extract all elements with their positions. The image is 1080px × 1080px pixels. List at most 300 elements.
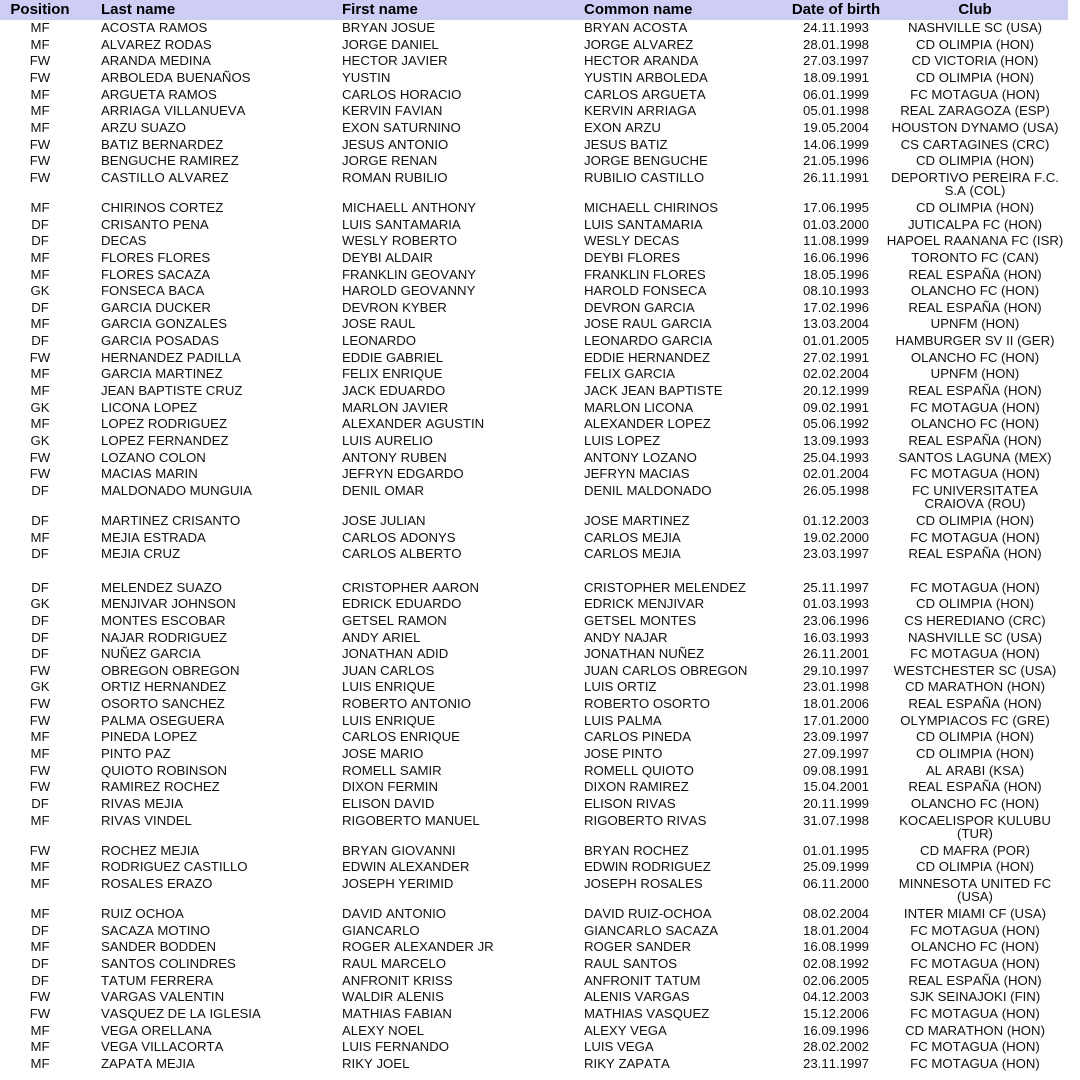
cell-last-name: CRISANTO PENA	[101, 216, 209, 232]
table-row	[0, 103, 1068, 120]
cell-last-name: ARRIAGA VILLANUEVA	[101, 103, 246, 119]
cell-first-name: YUSTIN	[342, 70, 391, 86]
table-row	[0, 216, 1068, 233]
cell-club: CD OLIMPIA (HON)	[916, 513, 1034, 529]
cell-club: CD OLIMPIA (HON)	[916, 36, 1034, 52]
cell-first-name: ELISON DAVID	[342, 795, 435, 811]
cell-club: HOUSTON DYNAMO (USA)	[891, 119, 1059, 135]
cell-date-of-birth: 19.05.2004	[802, 119, 869, 135]
header-common-name: Common name	[584, 0, 790, 20]
cell-position: FW	[29, 712, 51, 728]
cell-date-of-birth: 08.02.2004	[802, 906, 869, 922]
cell-first-name: LUIS AURELIO	[342, 432, 433, 448]
table-row	[0, 169, 1068, 199]
cell-date-of-birth: 02.08.1992	[802, 956, 869, 972]
cell-date-of-birth: 24.11.1993	[802, 20, 869, 36]
cell-position: MF	[30, 859, 50, 875]
cell-date-of-birth: 29.10.1997	[802, 662, 869, 678]
cell-last-name: MACIAS MARIN	[101, 466, 198, 482]
cell-first-name: DEYBI ALDAIR	[342, 249, 433, 265]
table-row	[0, 316, 1068, 333]
cell-position: FW	[29, 1005, 51, 1021]
cell-common-name: DEYBI FLORES	[584, 249, 681, 265]
cell-last-name: MEJIA ESTRADA	[101, 529, 206, 545]
cell-club: REAL ESPAÑA (HON)	[908, 546, 1042, 562]
table-row	[0, 596, 1068, 613]
spacer-cell	[0, 562, 1068, 579]
cell-club: KOCAELISPOR KULUBU (TUR)	[899, 812, 1051, 842]
cell-position: MF	[30, 86, 50, 102]
cell-date-of-birth: 16.09.1996	[802, 1022, 869, 1038]
cell-common-name: LUIS VEGA	[584, 1039, 654, 1055]
cell-position: MF	[30, 103, 50, 119]
cell-position: DF	[31, 972, 49, 988]
cell-date-of-birth: 13.09.1993	[802, 432, 869, 448]
cell-first-name: JOSEPH YERIMID	[342, 875, 454, 891]
cell-last-name: CHIRINOS CORTEZ	[101, 200, 224, 215]
table-row	[0, 36, 1068, 53]
cell-club: FC MOTAGUA (HON)	[910, 922, 1040, 938]
table-row	[0, 69, 1068, 86]
cell-date-of-birth: 08.10.1993	[802, 283, 869, 299]
table-row	[0, 779, 1068, 796]
spacer-row	[0, 562, 1068, 579]
cell-club: REAL ESPAÑA (HON)	[908, 299, 1042, 315]
cell-club: CD OLIMPIA (HON)	[916, 70, 1034, 86]
cell-position: GK	[30, 283, 50, 299]
cell-position: GK	[30, 399, 50, 415]
cell-common-name: FELIX GARCIA	[584, 366, 675, 382]
cell-club: INTER MIAMI CF (USA)	[903, 906, 1047, 922]
cell-first-name: JACK EDUARDO	[342, 383, 446, 399]
cell-position: DF	[31, 579, 49, 595]
cell-club: FC MOTAGUA (HON)	[910, 1005, 1040, 1021]
cell-last-name: CASTILLO ALVAREZ	[101, 169, 229, 185]
cell-club: FC MOTAGUA (HON)	[910, 399, 1040, 415]
cell-common-name: CARLOS ARGUETA	[584, 86, 706, 102]
cell-first-name: CARLOS ALBERTO	[342, 546, 462, 562]
cell-date-of-birth: 19.02.2000	[802, 529, 869, 545]
cell-date-of-birth: 17.02.1996	[802, 299, 869, 315]
cell-last-name: JEAN BAPTISTE CRUZ	[101, 383, 243, 399]
cell-date-of-birth: 27.02.1991	[802, 349, 869, 365]
cell-position: DF	[31, 299, 49, 315]
table-row	[0, 333, 1068, 350]
cell-first-name: GETSEL RAMON	[342, 612, 447, 628]
table-row	[0, 119, 1068, 136]
cell-position: MF	[30, 249, 50, 265]
cell-first-name: LUIS ENRIQUE	[342, 679, 436, 695]
table-row	[0, 249, 1068, 266]
cell-club: AL ARABI (KSA)	[925, 762, 1025, 778]
cell-common-name: JONATHAN NUÑEZ	[584, 646, 705, 662]
cell-date-of-birth: 27.09.1997	[802, 746, 869, 761]
cell-club: UPNFM (HON)	[930, 316, 1020, 332]
cell-position: FW	[29, 153, 51, 169]
cell-date-of-birth: 06.01.1999	[802, 86, 869, 102]
cell-last-name: ACOSTA RAMOS	[101, 20, 208, 36]
cell-first-name: JORGE RENAN	[342, 153, 438, 169]
cell-last-name: DECAS	[101, 233, 147, 249]
table-row	[0, 449, 1068, 466]
cell-first-name: CARLOS ENRIQUE	[342, 729, 460, 745]
cell-last-name: PINEDA LOPEZ	[101, 729, 198, 745]
cell-common-name: DAVID RUIZ-OCHOA	[584, 906, 712, 922]
cell-position: MF	[30, 316, 50, 332]
cell-position: FW	[29, 70, 51, 86]
table-row	[0, 266, 1068, 283]
cell-last-name: ARZU SUAZO	[101, 119, 186, 135]
cell-first-name: ROMELL SAMIR	[342, 762, 442, 778]
cell-club: FC MOTAGUA (HON)	[910, 1055, 1040, 1071]
table-row	[0, 859, 1068, 876]
cell-date-of-birth: 02.06.2005	[802, 972, 869, 988]
cell-first-name: JEFRYN EDGARDO	[342, 466, 464, 482]
cell-club: REAL ESPAÑA (HON)	[908, 383, 1042, 399]
cell-common-name: EXON ARZU	[584, 119, 661, 135]
cell-club: FC MOTAGUA (HON)	[910, 529, 1040, 545]
cell-date-of-birth: 26.11.2001	[802, 646, 869, 662]
cell-common-name: EDDIE HERNANDEZ	[584, 349, 711, 365]
cell-date-of-birth: 06.11.2000	[802, 875, 869, 891]
cell-date-of-birth: 27.03.1997	[802, 53, 869, 69]
cell-club: OLANCHO FC (HON)	[910, 939, 1040, 955]
cell-position: MF	[30, 812, 50, 828]
table-row	[0, 745, 1068, 762]
cell-date-of-birth: 23.06.1996	[802, 612, 869, 628]
cell-first-name: LUIS ENRIQUE	[342, 712, 436, 728]
cell-last-name: BATIZ BERNARDEZ	[101, 136, 224, 152]
cell-common-name: CARLOS MEJIA	[584, 529, 681, 545]
cell-club: CD MARATHON (HON)	[905, 1022, 1045, 1038]
cell-position: MF	[30, 36, 50, 52]
cell-last-name: ORTIZ HERNANDEZ	[101, 679, 227, 695]
cell-first-name: ANFRONIT KRISS	[342, 972, 453, 988]
cell-date-of-birth: 18.01.2006	[802, 696, 869, 712]
cell-date-of-birth: 15.04.2001	[802, 779, 869, 795]
cell-date-of-birth: 16.08.1999	[802, 939, 869, 955]
cell-position: FW	[29, 53, 51, 69]
cell-last-name: NUÑEZ GARCIA	[101, 646, 201, 662]
cell-club: CD MARATHON (HON)	[905, 679, 1045, 695]
cell-last-name: RIVAS MEJIA	[101, 795, 184, 811]
cell-date-of-birth: 25.11.1997	[802, 579, 869, 595]
cell-date-of-birth: 18.01.2004	[802, 922, 869, 938]
table-row	[0, 1039, 1068, 1056]
cell-last-name: GARCIA GONZALES	[101, 316, 228, 332]
cell-last-name: VEGA VILLACORTA	[101, 1039, 224, 1055]
table-row	[0, 906, 1068, 923]
cell-first-name: ALEXY NOEL	[342, 1022, 425, 1038]
cell-last-name: MONTES ESCOBAR	[101, 612, 226, 628]
cell-first-name: LUIS SANTAMARIA	[342, 216, 461, 232]
cell-position: GK	[30, 679, 50, 695]
cell-last-name: TATUM FERRERA	[101, 972, 214, 988]
cell-common-name: CARLOS MEJIA	[584, 546, 681, 562]
cell-common-name: MATHIAS VASQUEZ	[584, 1005, 710, 1021]
cell-club: REAL ESPAÑA (HON)	[908, 779, 1042, 795]
cell-club: REAL ESPAÑA (HON)	[908, 696, 1042, 712]
cell-first-name: HAROLD GEOVANNY	[342, 283, 476, 299]
cell-first-name: MATHIAS FABIAN	[342, 1005, 452, 1021]
cell-common-name: RAUL SANTOS	[584, 956, 678, 972]
cell-date-of-birth: 01.03.2000	[802, 216, 869, 232]
cell-first-name: CARLOS HORACIO	[342, 86, 462, 102]
cell-first-name: JORGE DANIEL	[342, 36, 439, 52]
cell-common-name: JORGE ALVAREZ	[584, 36, 694, 52]
cell-last-name: MALDONADO MUNGUIA	[101, 482, 252, 498]
cell-last-name: HERNANDEZ PADILLA	[101, 349, 241, 365]
cell-common-name: RIGOBERTO RIVAS	[584, 812, 707, 828]
table-row	[0, 875, 1068, 905]
cell-last-name: FLORES FLORES	[101, 249, 211, 265]
cell-last-name: ARBOLEDA BUENAÑOS	[101, 70, 251, 86]
cell-first-name: DIXON FERMIN	[342, 779, 438, 795]
table-row	[0, 842, 1068, 859]
cell-common-name: BRYAN ACOSTA	[584, 20, 688, 36]
table-row	[0, 512, 1068, 529]
cell-club: CD OLIMPIA (HON)	[916, 729, 1034, 745]
cell-common-name: MICHAELL CHIRINOS	[584, 200, 719, 215]
cell-position: FW	[29, 169, 51, 185]
cell-position: DF	[31, 795, 49, 811]
cell-position: DF	[31, 233, 49, 249]
cell-position: MF	[30, 1022, 50, 1038]
cell-club: REAL ESPAÑA (HON)	[908, 432, 1042, 448]
cell-common-name: JOSE PINTO	[584, 746, 663, 761]
cell-position: GK	[30, 432, 50, 448]
cell-club: NASHVILLE SC (USA)	[907, 629, 1043, 645]
table-row	[0, 233, 1068, 250]
cell-last-name: OSORTO SANCHEZ	[101, 696, 225, 712]
cell-first-name: EDDIE GABRIEL	[342, 349, 444, 365]
cell-first-name: EDWIN ALEXANDER	[342, 859, 470, 875]
cell-club: REAL ESPAÑA (HON)	[908, 266, 1042, 282]
cell-date-of-birth: 04.12.2003	[802, 989, 869, 1005]
cell-common-name: ELISON RIVAS	[584, 795, 676, 811]
cell-last-name: ALVAREZ RODAS	[101, 36, 212, 52]
cell-club: CD OLIMPIA (HON)	[916, 859, 1034, 875]
header-first-name: First name	[342, 0, 584, 20]
cell-club: CD OLIMPIA (HON)	[916, 596, 1034, 612]
table-row	[0, 629, 1068, 646]
cell-common-name: JOSE RAUL GARCIA	[584, 316, 712, 332]
cell-last-name: NAJAR RODRIGUEZ	[101, 629, 228, 645]
cell-date-of-birth: 05.06.1992	[802, 416, 869, 432]
cell-date-of-birth: 02.02.2004	[802, 366, 869, 382]
table-row	[0, 812, 1068, 842]
cell-club: OLYMPIACOS FC (GRE)	[900, 712, 1050, 728]
cell-common-name: WESLY DECAS	[584, 233, 680, 249]
table-row	[0, 972, 1068, 989]
cell-date-of-birth: 23.01.1998	[802, 679, 869, 695]
cell-first-name: MICHAELL ANTHONY	[342, 200, 477, 215]
table-row	[0, 349, 1068, 366]
cell-common-name: FRANKLIN FLORES	[584, 266, 706, 282]
cell-club: HAPOEL RAANANA FC (ISR)	[886, 233, 1064, 249]
cell-first-name: ROBERTO ANTONIO	[342, 696, 471, 712]
cell-position: MF	[30, 939, 50, 955]
cell-position: GK	[30, 596, 50, 612]
table-row	[0, 955, 1068, 972]
cell-common-name: JUAN CARLOS OBREGON	[584, 662, 748, 678]
cell-position: FW	[29, 449, 51, 465]
cell-position: MF	[30, 906, 50, 922]
cell-position: FW	[29, 662, 51, 678]
table-row	[0, 53, 1068, 70]
cell-position: MF	[30, 529, 50, 545]
cell-common-name: CRISTOPHER MELENDEZ	[584, 579, 746, 595]
cell-common-name: KERVIN ARRIAGA	[584, 103, 697, 119]
cell-common-name: HECTOR ARANDA	[584, 53, 699, 69]
cell-common-name: JORGE BENGUCHE	[584, 153, 708, 169]
table-row	[0, 729, 1068, 746]
cell-common-name: JACK JEAN BAPTISTE	[584, 383, 723, 399]
cell-date-of-birth: 28.02.2002	[802, 1039, 869, 1055]
table-row	[0, 153, 1068, 170]
cell-club: OLANCHO FC (HON)	[910, 795, 1040, 811]
cell-first-name: JOSE MARIO	[342, 746, 424, 761]
cell-common-name: LUIS ORTIZ	[584, 679, 657, 695]
cell-date-of-birth: 20.11.1999	[802, 795, 869, 811]
cell-common-name: ANDY NAJAR	[584, 629, 668, 645]
cell-position: MF	[30, 266, 50, 282]
cell-position: MF	[30, 1039, 50, 1055]
cell-club: FC MOTAGUA (HON)	[910, 956, 1040, 972]
table-row	[0, 989, 1068, 1006]
cell-first-name: CARLOS ADONYS	[342, 529, 456, 545]
table-row	[0, 939, 1068, 956]
cell-club: FC MOTAGUA (HON)	[910, 86, 1040, 102]
cell-last-name: ARANDA MEDINA	[101, 53, 211, 69]
cell-date-of-birth: 28.01.1998	[802, 36, 869, 52]
cell-common-name: GETSEL MONTES	[584, 612, 697, 628]
cell-common-name: ROMELL QUIOTO	[584, 762, 694, 778]
cell-common-name: JESUS BATIZ	[584, 136, 668, 152]
cell-club: CD VICTORIA (HON)	[911, 53, 1039, 69]
table-row	[0, 662, 1068, 679]
cell-club: WESTCHESTER SC (USA)	[893, 662, 1057, 678]
table-row	[0, 529, 1068, 546]
cell-club: JUTICALPA FC (HON)	[907, 216, 1043, 232]
cell-common-name: JOSEPH ROSALES	[584, 875, 703, 891]
cell-club: CD OLIMPIA (HON)	[916, 200, 1034, 215]
cell-position: MF	[30, 746, 50, 761]
cell-first-name: JONATHAN ADID	[342, 646, 449, 662]
cell-position: DF	[31, 333, 49, 349]
cell-common-name: ROBERTO OSORTO	[584, 696, 711, 712]
cell-first-name: ROGER ALEXANDER JR	[342, 939, 494, 955]
cell-common-name: LUIS LOPEZ	[584, 432, 661, 448]
cell-first-name: KERVIN FAVIAN	[342, 103, 443, 119]
cell-position: FW	[29, 762, 51, 778]
cell-last-name: RUIZ OCHOA	[101, 906, 184, 922]
cell-club: OLANCHO FC (HON)	[910, 349, 1040, 365]
cell-date-of-birth: 23.03.1997	[802, 546, 869, 562]
cell-common-name: LUIS PALMA	[584, 712, 662, 728]
cell-last-name: PALMA OSEGUERA	[101, 712, 225, 728]
cell-common-name: JOSE MARTINEZ	[584, 513, 690, 529]
cell-common-name: DENIL MALDONADO	[584, 482, 712, 498]
table-row	[0, 546, 1068, 563]
table-row	[0, 199, 1068, 216]
cell-last-name: RODRIGUEZ CASTILLO	[101, 859, 248, 875]
table-row	[0, 482, 1068, 512]
cell-club: FC UNIVERSITATEA CRAIOVA (ROU)	[911, 482, 1039, 512]
cell-first-name: MARLON JAVIER	[342, 399, 449, 415]
cell-club: MINNESOTA UNITED FC (USA)	[898, 875, 1052, 905]
cell-last-name: ROCHEZ MEJIA	[101, 842, 200, 858]
cell-last-name: SACAZA MOTINO	[101, 922, 211, 938]
cell-position: FW	[29, 696, 51, 712]
table-row	[0, 695, 1068, 712]
cell-first-name: CRISTOPHER AARON	[342, 579, 480, 595]
table-row	[0, 1022, 1068, 1039]
cell-date-of-birth: 09.02.1991	[802, 399, 869, 415]
cell-last-name: FONSECA BACA	[101, 283, 205, 299]
cell-date-of-birth: 25.09.1999	[802, 859, 869, 875]
cell-last-name: ROSALES ERAZO	[101, 875, 213, 891]
table-row	[0, 762, 1068, 779]
cell-club: FC MOTAGUA (HON)	[910, 1039, 1040, 1055]
cell-position: MF	[30, 416, 50, 432]
cell-date-of-birth: 20.12.1999	[802, 383, 869, 399]
cell-last-name: VASQUEZ DE LA IGLESIA	[101, 1005, 261, 1021]
cell-last-name: MELENDEZ SUAZO	[101, 579, 222, 595]
cell-common-name: LEONARDO GARCIA	[584, 333, 713, 349]
cell-date-of-birth: 16.03.1993	[802, 629, 869, 645]
table-row	[0, 86, 1068, 103]
cell-last-name: ZAPATA MEJIA	[101, 1055, 195, 1071]
cell-first-name: GIANCARLO	[342, 922, 420, 938]
table-row	[0, 612, 1068, 629]
table-row	[0, 399, 1068, 416]
cell-club: FC MOTAGUA (HON)	[910, 466, 1040, 482]
table-row	[0, 1005, 1068, 1022]
cell-first-name: HECTOR JAVIER	[342, 53, 448, 69]
cell-date-of-birth: 15.12.2006	[802, 1005, 869, 1021]
cell-date-of-birth: 17.01.2000	[802, 712, 869, 728]
cell-position: DF	[31, 513, 49, 529]
cell-common-name: RIKY ZAPATA	[584, 1055, 670, 1071]
header-last-name: Last name	[80, 0, 342, 20]
cell-common-name: DEVRON GARCIA	[584, 299, 695, 315]
cell-position: MF	[30, 20, 50, 36]
cell-position: FW	[29, 842, 51, 858]
cell-last-name: LOZANO COLON	[101, 449, 206, 465]
cell-last-name: QUIOTO ROBINSON	[101, 762, 228, 778]
cell-last-name: MENJIVAR JOHNSON	[101, 596, 236, 612]
cell-date-of-birth: 01.01.1995	[802, 842, 869, 858]
cell-last-name: PINTO PAZ	[101, 746, 171, 761]
cell-club: FC MOTAGUA (HON)	[910, 579, 1040, 595]
cell-last-name: FLORES SACAZA	[101, 266, 211, 282]
cell-first-name: WALDIR ALENIS	[342, 989, 444, 1005]
cell-common-name: GIANCARLO SACAZA	[584, 922, 719, 938]
cell-date-of-birth: 09.08.1991	[802, 762, 869, 778]
cell-common-name: EDRICK MENJIVAR	[584, 596, 705, 612]
cell-common-name: BRYAN ROCHEZ	[584, 842, 689, 858]
cell-first-name: ROMAN RUBILIO	[342, 169, 448, 185]
table-row	[0, 136, 1068, 153]
cell-date-of-birth: 05.01.1998	[802, 103, 869, 119]
cell-date-of-birth: 18.05.1996	[802, 266, 869, 282]
cell-common-name: ANTONY LOZANO	[584, 449, 697, 465]
cell-first-name: FRANKLIN GEOVANY	[342, 266, 477, 282]
cell-first-name: LUIS FERNANDO	[342, 1039, 449, 1055]
cell-first-name: RIGOBERTO MANUEL	[342, 812, 480, 828]
cell-club: TORONTO FC (CAN)	[911, 249, 1039, 265]
